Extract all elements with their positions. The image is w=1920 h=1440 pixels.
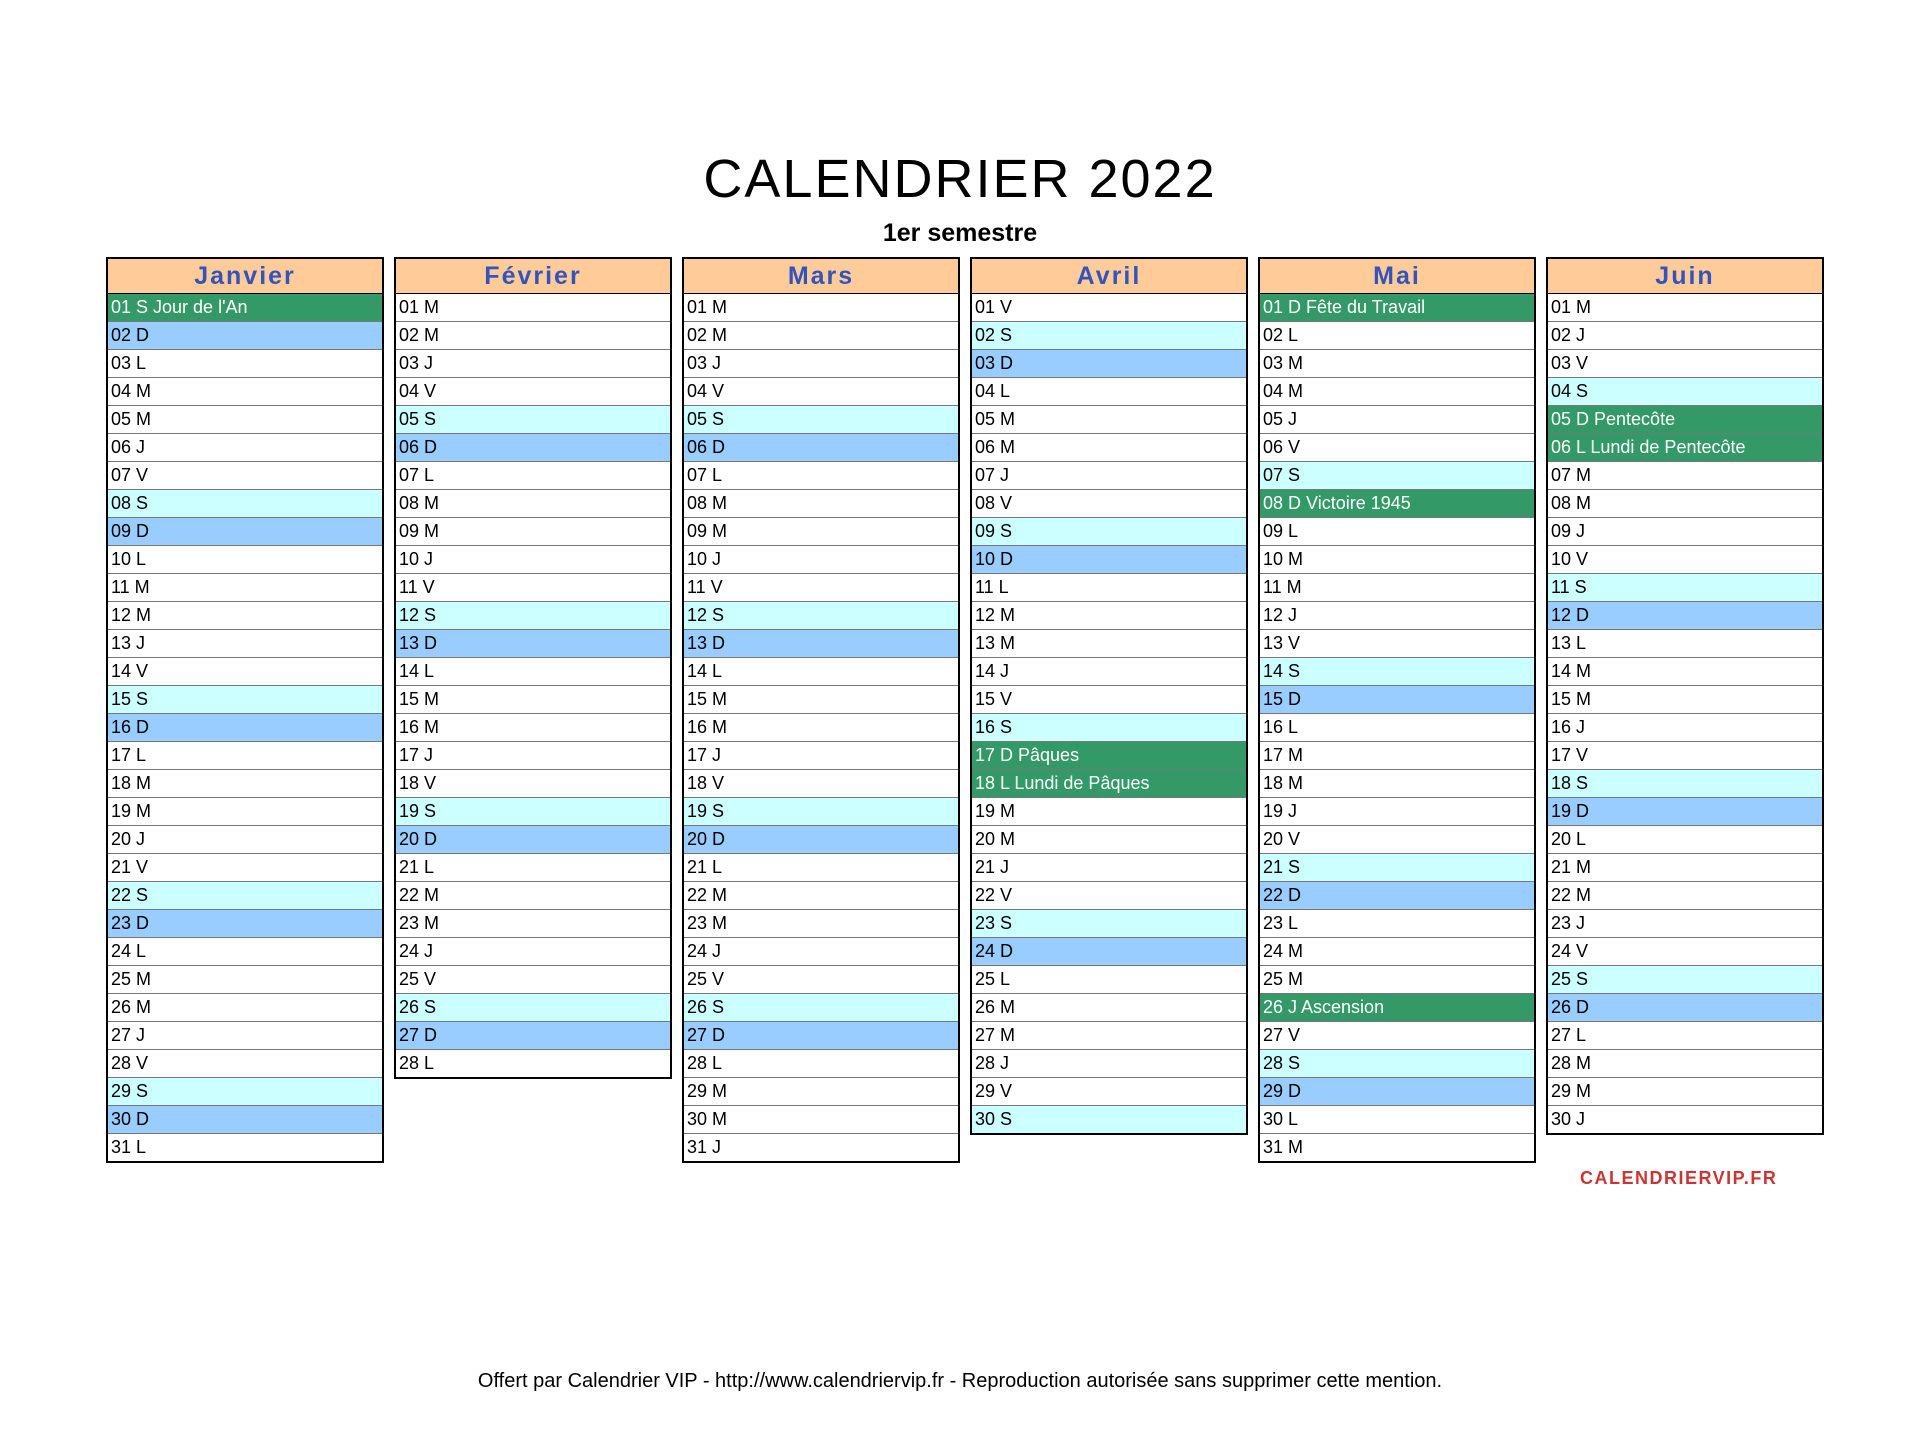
day-row: 20 L xyxy=(1548,826,1822,854)
month-column-avril xyxy=(970,257,1248,1135)
month-header: Mai xyxy=(1258,257,1536,294)
day-row: 17 J xyxy=(684,742,958,770)
month-header: Février xyxy=(394,257,672,294)
day-row: 07 L xyxy=(396,462,670,490)
day-row: 29 M xyxy=(684,1078,958,1106)
day-row: 25 S xyxy=(1548,966,1822,994)
day-row: 08 V xyxy=(972,490,1246,518)
day-row: 10 L xyxy=(108,546,382,574)
page-subtitle: 1er semestre xyxy=(882,219,1038,247)
day-row: 13 D xyxy=(396,630,670,658)
day-row: 12 D xyxy=(1548,602,1822,630)
day-row: 23 S xyxy=(972,910,1246,938)
day-row: 11 V xyxy=(396,574,670,602)
day-row: 19 D xyxy=(1548,798,1822,826)
month-column-janvier xyxy=(106,257,384,1163)
day-row: 28 J xyxy=(972,1050,1246,1078)
day-row: 30 M xyxy=(684,1106,958,1134)
day-row: 16 M xyxy=(684,714,958,742)
day-row: 22 D xyxy=(1260,882,1534,910)
day-row: 08 M xyxy=(1548,490,1822,518)
day-row: 17 M xyxy=(1260,742,1534,770)
day-row: 19 M xyxy=(972,798,1246,826)
day-row: 08 M xyxy=(396,490,670,518)
day-row: 14 J xyxy=(972,658,1246,686)
day-row: 25 M xyxy=(1260,966,1534,994)
day-row: 13 J xyxy=(108,630,382,658)
month-header: Juin xyxy=(1546,257,1824,294)
day-row: 28 M xyxy=(1548,1050,1822,1078)
day-row: 23 D xyxy=(108,910,382,938)
day-row: 02 D xyxy=(108,322,382,350)
day-row: 22 M xyxy=(396,882,670,910)
holiday-row: 06 L Lundi de Pentecôte xyxy=(1548,434,1822,462)
day-row: 26 S xyxy=(396,994,670,1022)
day-row: 09 S xyxy=(972,518,1246,546)
day-row: 24 M xyxy=(1260,938,1534,966)
day-row: 07 S xyxy=(1260,462,1534,490)
day-row: 03 D xyxy=(972,350,1246,378)
day-row: 12 M xyxy=(108,602,382,630)
footer-mention: Offert par Calendrier VIP - http://www.calendriervip.fr - Reproduction autorisée sans supprimer cette mention. xyxy=(477,1370,1443,1392)
day-row: 19 J xyxy=(1260,798,1534,826)
day-row: 19 M xyxy=(108,798,382,826)
month-column-mai xyxy=(1258,257,1536,1163)
day-row: 10 J xyxy=(684,546,958,574)
day-row: 01 M xyxy=(1548,294,1822,322)
day-row: 10 M xyxy=(1260,546,1534,574)
day-row: 23 L xyxy=(1260,910,1534,938)
day-row: 30 D xyxy=(108,1106,382,1134)
day-row: 23 M xyxy=(396,910,670,938)
day-row: 11 M xyxy=(108,574,382,602)
day-row: 14 L xyxy=(396,658,670,686)
day-row: 12 S xyxy=(684,602,958,630)
day-row: 18 M xyxy=(1260,770,1534,798)
holiday-row: 26 J Ascension xyxy=(1260,994,1534,1022)
day-row: 27 V xyxy=(1260,1022,1534,1050)
day-row: 11 L xyxy=(972,574,1246,602)
holiday-row: 18 L Lundi de Pâques xyxy=(972,770,1246,798)
holiday-row: 17 D Pâques xyxy=(972,742,1246,770)
day-row: 26 D xyxy=(1548,994,1822,1022)
day-row: 18 V xyxy=(396,770,670,798)
page-title: CALENDRIER 2022 xyxy=(703,149,1217,209)
day-row: 08 M xyxy=(684,490,958,518)
month-header: Mars xyxy=(682,257,960,294)
day-row: 26 M xyxy=(108,994,382,1022)
day-row: 15 V xyxy=(972,686,1246,714)
day-row: 12 S xyxy=(396,602,670,630)
day-row: 16 J xyxy=(1548,714,1822,742)
day-row: 15 M xyxy=(396,686,670,714)
day-row: 24 L xyxy=(108,938,382,966)
day-row: 11 V xyxy=(684,574,958,602)
day-list xyxy=(970,294,1248,1135)
day-row: 30 J xyxy=(1551,1109,1586,1129)
day-row: 13 M xyxy=(972,630,1246,658)
day-row: 15 S xyxy=(108,686,382,714)
day-row: 12 J xyxy=(1260,602,1534,630)
day-row: 25 L xyxy=(972,966,1246,994)
day-row: 04 V xyxy=(684,378,958,406)
day-row: 28 S xyxy=(1260,1050,1534,1078)
day-row: 14 S xyxy=(1260,658,1534,686)
month-column-juin xyxy=(1546,257,1824,1135)
day-row: 13 L xyxy=(1548,630,1822,658)
day-row: 24 J xyxy=(684,938,958,966)
day-row: 20 D xyxy=(684,826,958,854)
day-row: 12 M xyxy=(972,602,1246,630)
day-row: 23 J xyxy=(1548,910,1822,938)
day-row: 10 J xyxy=(396,546,670,574)
day-row: 18 M xyxy=(108,770,382,798)
day-row: 02 J xyxy=(1548,322,1822,350)
day-row: 17 V xyxy=(1548,742,1822,770)
day-row: 17 J xyxy=(396,742,670,770)
day-row: 27 L xyxy=(1548,1022,1822,1050)
day-row: 03 J xyxy=(684,350,958,378)
day-row: 06 J xyxy=(108,434,382,462)
day-row: 04 L xyxy=(972,378,1246,406)
day-row: 31 L xyxy=(111,1137,147,1157)
day-row: 09 D xyxy=(108,518,382,546)
day-row: 20 M xyxy=(972,826,1246,854)
day-row: 04 S xyxy=(1548,378,1822,406)
day-row: 09 M xyxy=(684,518,958,546)
month-header: Janvier xyxy=(106,257,384,294)
day-row: 14 M xyxy=(1548,658,1822,686)
day-row: 27 D xyxy=(684,1022,958,1050)
day-row: 14 V xyxy=(108,658,382,686)
day-row: 16 D xyxy=(108,714,382,742)
day-row: 16 S xyxy=(972,714,1246,742)
day-row: 18 S xyxy=(1548,770,1822,798)
day-row: 15 M xyxy=(1548,686,1822,714)
holiday-row: 01 S Jour de l'An xyxy=(108,294,382,322)
day-row: 06 D xyxy=(684,434,958,462)
day-row: 03 V xyxy=(1548,350,1822,378)
day-row: 25 M xyxy=(108,966,382,994)
day-row: 06 D xyxy=(396,434,670,462)
day-row: 28 V xyxy=(108,1050,382,1078)
day-row: 29 M xyxy=(1548,1078,1822,1106)
day-row: 04 M xyxy=(1260,378,1534,406)
day-row: 25 V xyxy=(684,966,958,994)
day-row: 27 M xyxy=(972,1022,1246,1050)
day-row: 15 D xyxy=(1260,686,1534,714)
month-column-mars xyxy=(682,257,960,1163)
day-row: 03 L xyxy=(108,350,382,378)
day-row: 06 V xyxy=(1260,434,1534,462)
day-row: 03 J xyxy=(396,350,670,378)
day-row: 04 V xyxy=(396,378,670,406)
holiday-row: 08 D Victoire 1945 xyxy=(1260,490,1534,518)
day-row: 26 M xyxy=(972,994,1246,1022)
day-row: 02 M xyxy=(684,322,958,350)
day-row: 29 V xyxy=(972,1078,1246,1106)
day-row: 02 S xyxy=(972,322,1246,350)
day-row: 14 L xyxy=(684,658,958,686)
day-row: 05 J xyxy=(1260,406,1534,434)
day-row: 19 S xyxy=(684,798,958,826)
day-row: 25 V xyxy=(396,966,670,994)
day-row: 22 M xyxy=(1548,882,1822,910)
day-row: 30 S xyxy=(972,1106,1246,1133)
day-row: 08 S xyxy=(108,490,382,518)
day-row: 05 M xyxy=(972,406,1246,434)
day-row: 22 V xyxy=(972,882,1246,910)
day-row: 19 S xyxy=(396,798,670,826)
day-row: 18 V xyxy=(684,770,958,798)
day-row: 04 M xyxy=(108,378,382,406)
day-row: 09 J xyxy=(1548,518,1822,546)
day-row: 09 M xyxy=(396,518,670,546)
day-row: 23 M xyxy=(684,910,958,938)
day-row: 22 M xyxy=(684,882,958,910)
day-row: 13 D xyxy=(684,630,958,658)
day-row: 28 L xyxy=(399,1053,435,1073)
month-header: Avril xyxy=(970,257,1248,294)
day-list xyxy=(106,294,384,1163)
day-row: 16 L xyxy=(1260,714,1534,742)
day-row: 27 D xyxy=(396,1022,670,1050)
day-row: 11 S xyxy=(1548,574,1822,602)
day-row: 01 V xyxy=(972,294,1246,322)
day-row: 01 M xyxy=(396,294,670,322)
day-row: 07 V xyxy=(108,462,382,490)
day-row: 07 J xyxy=(972,462,1246,490)
day-row: 29 D xyxy=(1260,1078,1534,1106)
day-row: 20 D xyxy=(396,826,670,854)
day-row: 10 V xyxy=(1548,546,1822,574)
day-row: 30 L xyxy=(1260,1106,1534,1134)
day-row: 10 D xyxy=(972,546,1246,574)
day-row: 11 M xyxy=(1260,574,1534,602)
day-row: 21 M xyxy=(1548,854,1822,882)
day-row: 21 L xyxy=(396,854,670,882)
day-row: 15 M xyxy=(684,686,958,714)
day-row: 20 J xyxy=(108,826,382,854)
day-row: 24 D xyxy=(972,938,1246,966)
day-row: 31 M xyxy=(1263,1137,1304,1157)
day-row: 01 M xyxy=(684,294,958,322)
day-row: 28 L xyxy=(684,1050,958,1078)
day-row: 26 S xyxy=(684,994,958,1022)
day-row: 21 J xyxy=(972,854,1246,882)
day-row: 07 M xyxy=(1548,462,1822,490)
holiday-row: 01 D Fête du Travail xyxy=(1260,294,1534,322)
day-row: 05 M xyxy=(108,406,382,434)
day-row: 03 M xyxy=(1260,350,1534,378)
day-row: 06 M xyxy=(972,434,1246,462)
day-row: 02 L xyxy=(1260,322,1534,350)
day-list xyxy=(682,294,960,1163)
day-row: 02 M xyxy=(396,322,670,350)
day-list xyxy=(1546,294,1824,1135)
day-row: 24 V xyxy=(1548,938,1822,966)
day-row: 07 L xyxy=(684,462,958,490)
day-row: 21 L xyxy=(684,854,958,882)
day-list xyxy=(394,294,672,1079)
day-row: 29 S xyxy=(108,1078,382,1106)
day-row: 05 S xyxy=(396,406,670,434)
day-row: 16 M xyxy=(396,714,670,742)
day-row: 21 V xyxy=(108,854,382,882)
day-row: 27 J xyxy=(108,1022,382,1050)
month-column-fevrier xyxy=(394,257,672,1079)
day-row: 17 L xyxy=(108,742,382,770)
day-row: 09 L xyxy=(1260,518,1534,546)
day-row: 05 S xyxy=(684,406,958,434)
day-row: 24 J xyxy=(396,938,670,966)
day-row: 21 S xyxy=(1260,854,1534,882)
day-row: 20 V xyxy=(1260,826,1534,854)
holiday-row: 05 D Pentecôte xyxy=(1548,406,1822,434)
brand-link[interactable]: CALENDRIERVIP.FR xyxy=(1580,1168,1778,1188)
day-row: 22 S xyxy=(108,882,382,910)
day-row: 13 V xyxy=(1260,630,1534,658)
day-row: 31 J xyxy=(687,1137,722,1157)
day-list xyxy=(1258,294,1536,1163)
